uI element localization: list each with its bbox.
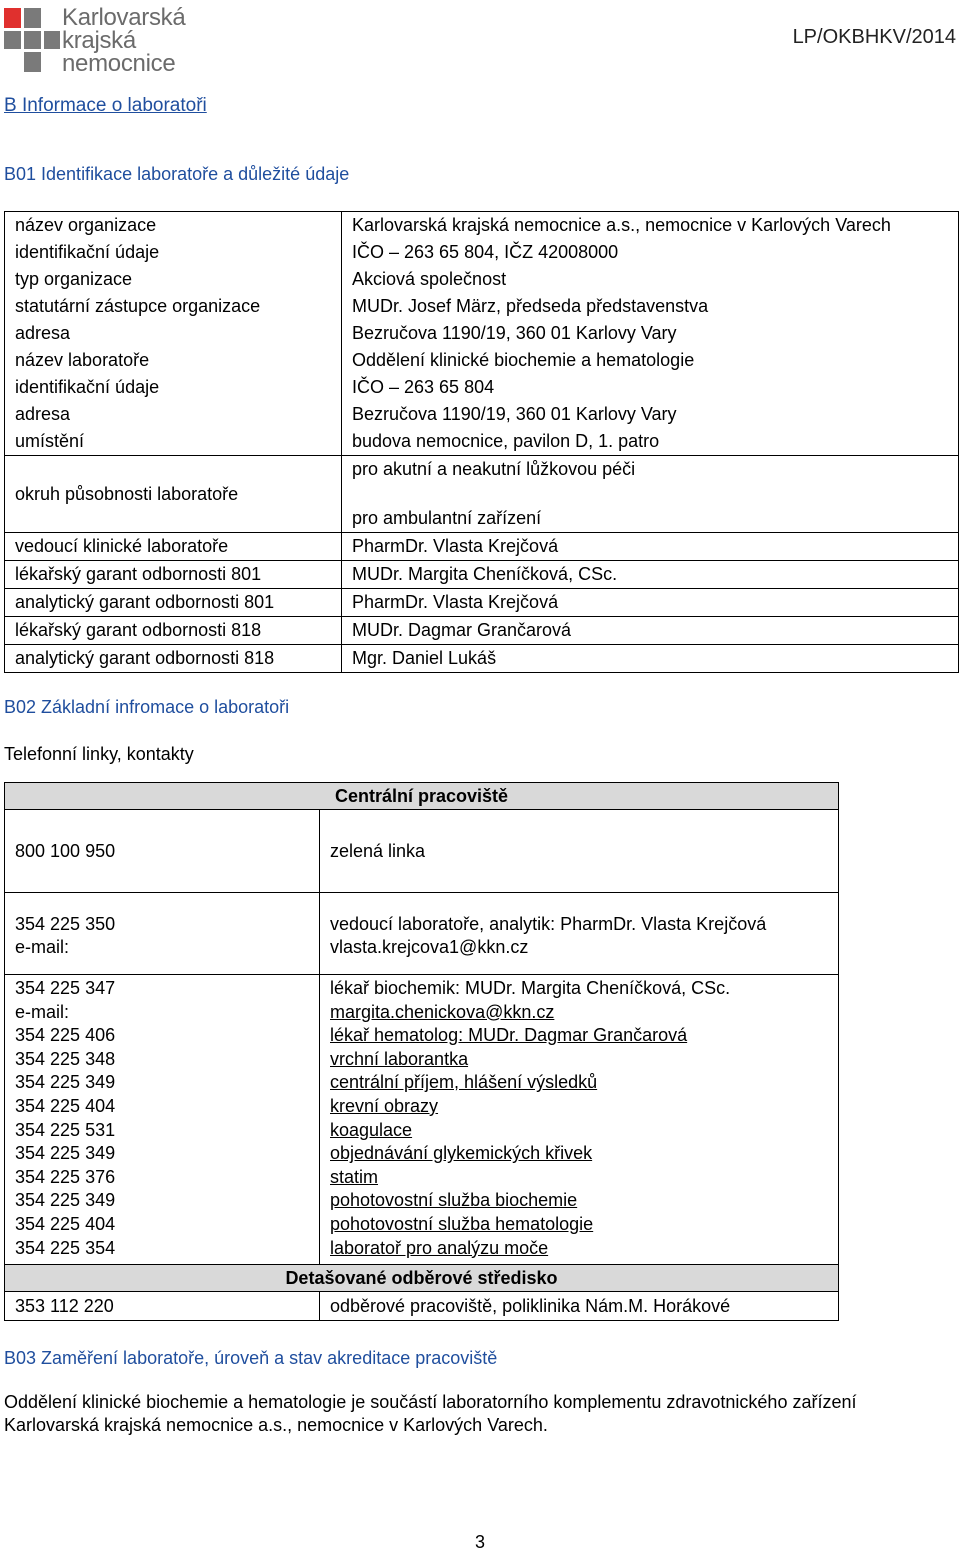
table-row xyxy=(5,374,959,401)
green-line-row xyxy=(5,810,839,893)
detached-number: 353 112 220 xyxy=(5,1292,320,1321)
head-contact-email-label: e-mail: xyxy=(15,937,70,957)
table-row xyxy=(5,266,959,293)
table-row xyxy=(5,320,959,347)
head-contact-number: 354 225 350 xyxy=(15,914,116,934)
row-label: adresa xyxy=(5,320,342,347)
phone-number: 354 225 348 xyxy=(15,1048,116,1069)
scope-label: okruh působnosti laboratoře xyxy=(5,456,342,533)
contacts-desc-cell xyxy=(320,975,839,1265)
head-contact-email[interactable]: vlasta.krejcova1@kkn.cz xyxy=(330,937,529,957)
table-row xyxy=(5,293,959,320)
table-row xyxy=(5,401,959,428)
contacts-numbers-cell xyxy=(5,975,320,1265)
doctor-contact-desc: lékař biochemik: MUDr. Margita Cheníčková, CSc. xyxy=(330,978,731,998)
logo-line-3: nemocnice xyxy=(62,50,176,77)
row-value: budova nemocnice, pavilon D, 1. patro xyxy=(352,431,660,451)
phone-desc: objednávání glykemických křivek xyxy=(330,1143,593,1164)
head-contact-cell xyxy=(5,893,320,975)
phone-desc: pohotovostní služba biochemie xyxy=(330,1190,578,1211)
row-label: statutární zástupce organizace xyxy=(5,293,342,320)
row-value: MUDr. Dagmar Grančarová xyxy=(342,617,959,645)
logo-cross-icon xyxy=(4,6,60,76)
row-value: MUDr. Margita Cheníčková, CSc. xyxy=(342,561,959,589)
b03-title: B03 Zaměření laboratoře, úroveň a stav akreditace pracoviště xyxy=(4,1348,498,1368)
scope-value-2: pro ambulantní zařízení xyxy=(352,508,542,528)
central-header: Centrální pracoviště xyxy=(5,783,839,810)
detached-row xyxy=(5,1292,839,1321)
row-label: lékařský garant odbornosti 801 xyxy=(5,561,342,589)
doctor-contact-email[interactable]: margita.chenickova@kkn.cz xyxy=(330,1001,555,1022)
row-value: Akciová společnost xyxy=(352,269,507,289)
row-label: identifikační údaje xyxy=(5,239,342,266)
detached-desc: odběrové pracoviště, poliklinika Nám.M. Horákové xyxy=(320,1292,839,1321)
b02-title: B02 Základní infromace o laboratoři xyxy=(4,697,290,717)
row-value: PharmDr. Vlasta Krejčová xyxy=(342,589,959,617)
section-b-title: B Informace o laboratoři xyxy=(4,95,207,116)
row-label: analytický garant odbornosti 801 xyxy=(5,589,342,617)
phone-number: 354 225 404 xyxy=(15,1213,116,1234)
phone-desc: koagulace xyxy=(330,1119,413,1140)
doctor-contact-email-label: e-mail: xyxy=(15,1001,70,1022)
phone-desc: statim xyxy=(330,1166,379,1187)
row-value: PharmDr. Vlasta Krejčová xyxy=(342,533,959,561)
hospital-logo xyxy=(4,4,214,76)
row-label: identifikační údaje xyxy=(5,374,342,401)
page-number: 3 xyxy=(474,1532,485,1552)
row-value: Bezručova 1190/19, 360 01 Karlovy Vary xyxy=(352,404,677,424)
scope-value-1: pro akutní a neakutní lůžkovou péči xyxy=(352,459,636,479)
phone-number: 354 225 354 xyxy=(15,1237,116,1258)
detached-header: Detašované odběrové středisko xyxy=(5,1265,839,1292)
row-label: umístění xyxy=(5,428,342,456)
head-contact-desc-cell xyxy=(320,893,839,975)
phone-desc: lékař hematolog: MUDr. Dagmar Grančarová xyxy=(330,1025,688,1046)
b02-subtitle: Telefonní linky, kontakty xyxy=(4,744,194,764)
logo-text xyxy=(62,6,185,75)
row-value: Karlovarská krajská nemocnice a.s., nemocnice v Karlových Varech xyxy=(352,215,891,235)
logo-line-1: Karlovarská xyxy=(62,4,186,31)
row-value: MUDr. Josef März, předseda představenstva xyxy=(352,296,709,316)
table-row xyxy=(5,533,959,561)
central-header-row xyxy=(5,783,839,810)
contacts-list-row xyxy=(5,975,839,1265)
scope-values xyxy=(342,456,959,533)
contacts-table xyxy=(4,782,839,1321)
table-row xyxy=(5,617,959,645)
row-label: analytický garant odbornosti 818 xyxy=(5,645,342,673)
green-line-number: 800 100 950 xyxy=(5,810,320,893)
green-line-desc: zelená linka xyxy=(320,810,839,893)
row-label: název laboratoře xyxy=(5,347,342,374)
phone-number: 354 225 376 xyxy=(15,1166,116,1187)
phone-number: 354 225 349 xyxy=(15,1190,116,1211)
head-contact-row xyxy=(5,893,839,975)
phone-desc: laboratoř pro analýzu moče xyxy=(330,1237,549,1258)
table-row xyxy=(5,589,959,617)
table-row xyxy=(5,239,959,266)
b03-paragraph xyxy=(4,1391,960,1437)
row-label: lékařský garant odbornosti 818 xyxy=(5,617,342,645)
table-row xyxy=(5,428,959,456)
phone-number: 354 225 406 xyxy=(15,1025,116,1046)
phone-desc: centrální příjem, hlášení výsledků xyxy=(330,1072,598,1093)
row-label: typ organizace xyxy=(5,266,342,293)
b03-text-line-1: Oddělení klinické biochemie a hematologie je součástí laboratorního komplementu zdravotnického zařízení xyxy=(4,1392,857,1412)
table-row-scope xyxy=(5,456,959,533)
b01-title: B01 Identifikace laboratoře a důležité údaje xyxy=(4,164,350,184)
phone-desc: pohotovostní služba hematologie xyxy=(330,1213,594,1234)
doctor-contact-number: 354 225 347 xyxy=(15,978,116,998)
phone-number: 354 225 404 xyxy=(15,1095,116,1116)
phone-desc: krevní obrazy xyxy=(330,1095,439,1116)
phone-desc: vrchní laborantka xyxy=(330,1048,469,1069)
table-row xyxy=(5,645,959,673)
head-contact-desc: vedoucí laboratoře, analytik: PharmDr. Vlasta Krejčová xyxy=(330,914,767,934)
row-label: název organizace xyxy=(5,212,342,240)
row-value: IČO – 263 65 804 xyxy=(352,377,495,397)
table-row xyxy=(5,212,959,240)
phone-number: 354 225 349 xyxy=(15,1143,116,1164)
row-label: adresa xyxy=(5,401,342,428)
row-label: vedoucí klinické laboratoře xyxy=(5,533,342,561)
phone-number: 354 225 531 xyxy=(15,1119,116,1140)
table-row xyxy=(5,561,959,589)
row-value: Mgr. Daniel Lukáš xyxy=(342,645,959,673)
row-value: IČO – 263 65 804, IČZ 42008000 xyxy=(352,242,619,262)
row-value: Oddělení klinické biochemie a hematologie xyxy=(352,350,695,370)
logo-line-2: krajská xyxy=(62,27,136,54)
document-code: LP/OKBHKV/2014 xyxy=(792,26,956,48)
table-row xyxy=(5,347,959,374)
detached-header-row xyxy=(5,1265,839,1292)
b03-text-line-2: Karlovarská krajská nemocnice a.s., nemocnice v Karlových Varech. xyxy=(4,1415,548,1435)
row-value: Bezručova 1190/19, 360 01 Karlovy Vary xyxy=(352,323,677,343)
phone-number: 354 225 349 xyxy=(15,1072,116,1093)
lab-identification-table xyxy=(4,211,959,673)
